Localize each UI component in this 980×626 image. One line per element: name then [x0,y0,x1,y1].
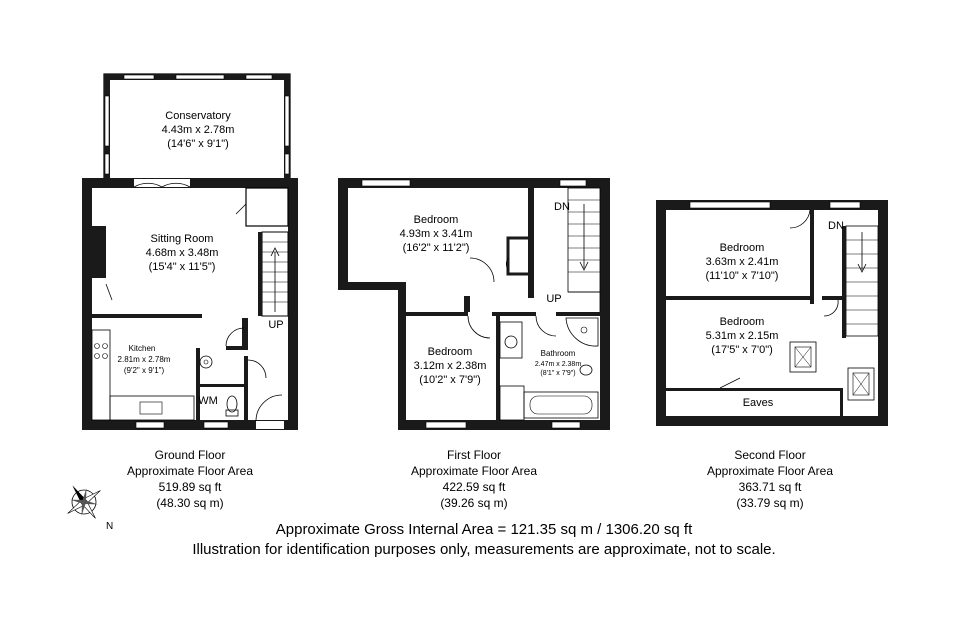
eaves-label: Eaves [742,397,774,409]
first-floor-title: First Floor [447,448,501,462]
second-floor-sqft: 363.71 sq ft [738,480,802,494]
ff-bedroom1-name: Bedroom [413,214,459,226]
ground-floor-sqft: 519.89 sq ft [158,480,222,494]
skylight [790,342,816,372]
first-floor-sqft: 422.59 sq ft [442,480,506,494]
first-floor-walls [338,178,610,430]
conservatory-name: Conservatory [165,110,231,122]
ground-floor-subtitle: Approximate Floor Area [126,464,254,478]
ff-bedroom2-name: Bedroom [427,346,473,358]
ground-floor-plan [82,74,298,430]
second-floor-plan [656,200,888,426]
kitchen-imperial: (9'2" x 9'1") [123,366,165,375]
sf-bedroom2-imperial: (17'5" x 7'0") [711,344,773,356]
sf-bedroom2-name: Bedroom [719,316,765,328]
first-floor-subtitle: Approximate Floor Area [410,464,538,478]
wm-label: WM [198,395,218,407]
ff-bedroom1-metric: 4.93m x 3.41m [399,228,473,240]
ground-floor-walls [82,178,298,430]
first-floor-sqm: (39.26 sq m) [440,496,508,510]
second-floor-walls [656,200,888,426]
conservatory [104,74,290,182]
sitting-room-name: Sitting Room [150,233,214,245]
first-floor-caption [411,448,537,510]
ff-stair-up-label: UP [546,293,562,305]
ground-floor-sqm: (48.30 sq m) [156,496,224,510]
second-stair [846,226,878,336]
second-floor-title: Second Floor [734,448,806,462]
second-floor-caption [707,448,833,510]
bathroom-metric: 2.47m x 2.38m [534,361,582,368]
sf-bedroom1-imperial: (11'10" x 7'10") [705,270,779,282]
ground-floor-caption [127,448,253,510]
first-floor-plan [338,178,610,430]
first-stair [568,188,600,312]
ff-bedroom2-imperial: (10'2" x 7'9") [419,374,481,386]
ground-floor-title: Ground Floor [154,448,226,462]
conservatory-metric: 4.43m x 2.78m [161,124,235,136]
sitting-room-imperial: (15'4" x 11'5") [148,261,216,273]
skylight [848,368,874,400]
bathroom-name: Bathroom [540,349,576,358]
sf-bedroom1-metric: 3.63m x 2.41m [705,256,779,268]
second-floor-subtitle: Approximate Floor Area [706,464,834,478]
ff-bedroom1-imperial: (16'2" x 11'2") [402,242,470,254]
ground-stair-up-label: UP [268,319,284,331]
gross-area-text: Approximate Gross Internal Area = 121.35 sq m / 1306.20 sq ft [275,521,693,538]
ff-stair-down-label: DN [554,201,570,213]
second-floor-sqm: (33.79 sq m) [736,496,804,510]
ff-bedroom2-metric: 3.12m x 2.38m [413,360,487,372]
sitting-room-metric: 4.68m x 3.48m [145,247,219,259]
bathroom-imperial: (8'1" x 7'9") [540,370,576,377]
compass-rose-icon [56,474,112,530]
sf-bedroom1-name: Bedroom [719,242,765,254]
sf-bedroom2-metric: 5.31m x 2.15m [705,330,779,342]
compass-north-label: N [106,521,114,532]
kitchen-metric: 2.81m x 2.78m [117,355,171,364]
sf-stair-down-label: DN [828,220,844,232]
ground-stair [262,232,288,316]
disclaimer-text: Illustration for identification purposes only, measurements are approximate, not to scale. [192,541,776,558]
kitchen-name: Kitchen [128,344,156,353]
conservatory-imperial: (14'6" x 9'1") [167,138,229,150]
